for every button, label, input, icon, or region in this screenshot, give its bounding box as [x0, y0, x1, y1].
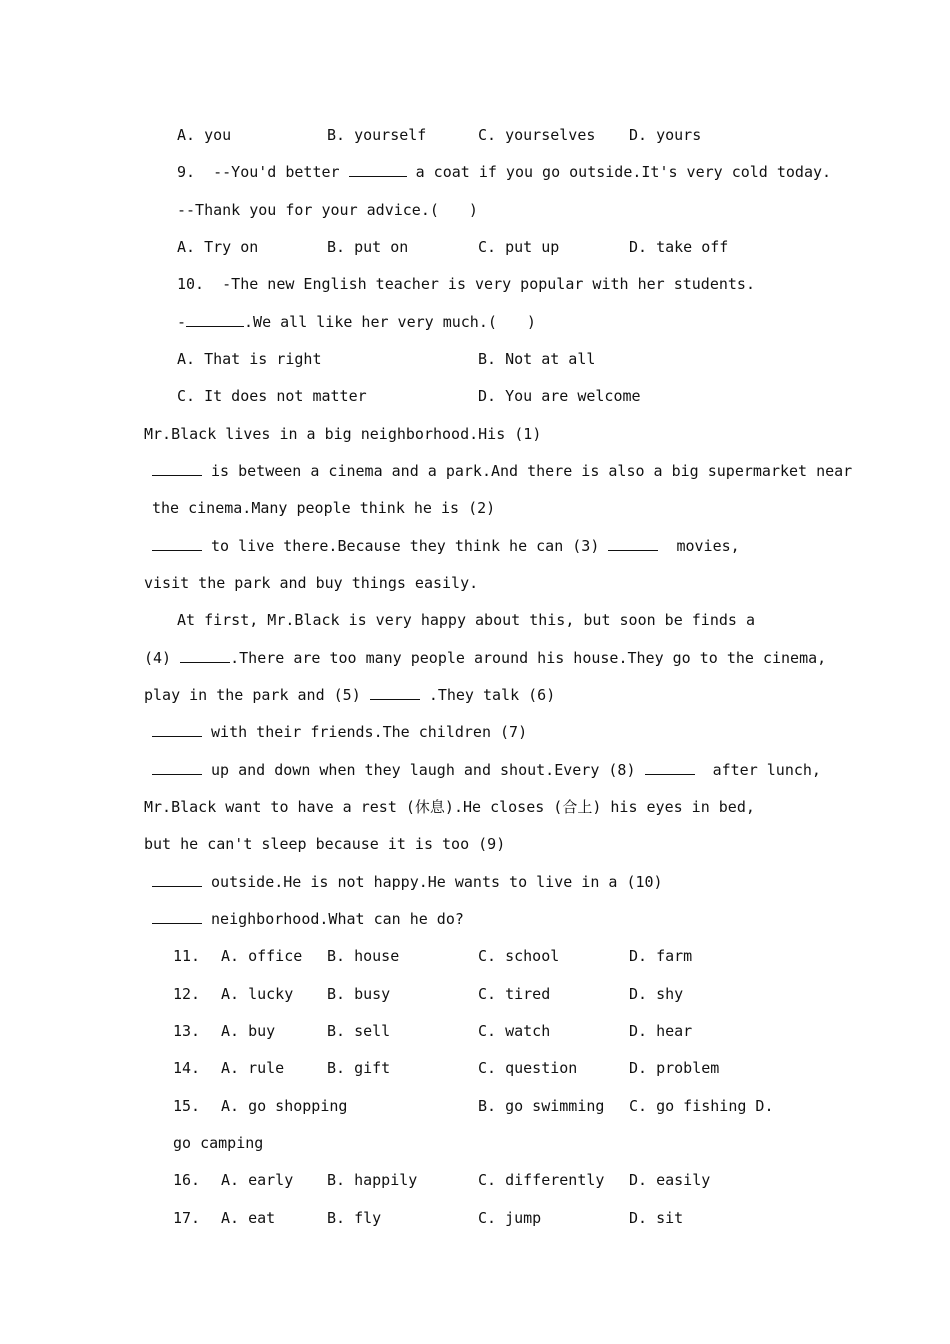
q9-option-c: C. put up [478, 238, 560, 256]
choice-16-b: B. happily [327, 1171, 418, 1189]
q10-option-d: D. You are welcome [478, 387, 641, 405]
choice-13-c: C. watch [478, 1022, 551, 1040]
q9-text-pre: --You'd better [213, 163, 340, 181]
choice-14-c: C. question [478, 1059, 578, 1077]
passage-line-9 [152, 722, 527, 742]
choice-12-c: C. tired [478, 985, 551, 1003]
choice-15-number: 15. [173, 1097, 201, 1115]
q10-option-a: A. That is right [177, 350, 322, 368]
choice-16-d: D. easily [629, 1171, 711, 1189]
blank-1 [152, 461, 202, 476]
q10-blank [186, 312, 244, 327]
choice-14-a: A. rule [221, 1059, 285, 1077]
q9-reply: --Thank you for your advice.( ) [177, 201, 478, 219]
q8-option-c: C. yourselves [478, 126, 596, 144]
q10-option-b: B. Not at all [478, 350, 596, 368]
passage-line-10-text-b: after lunch, [712, 761, 821, 779]
choice-11-b: B. house [327, 947, 400, 965]
choice-17-d: D. sit [629, 1209, 684, 1227]
q8-option-b: B. yourself [327, 126, 427, 144]
q9-blank [349, 162, 407, 177]
q9-number: 9. [177, 163, 196, 181]
q10-question [177, 274, 755, 294]
choice-16-number: 16. [173, 1171, 201, 1189]
blank-10 [152, 909, 202, 924]
blank-2 [152, 536, 202, 551]
q9-option-d: D. take off [629, 238, 729, 256]
q9-option-b: B. put on [327, 238, 409, 256]
q10-text: -The new English teacher is very popular with her students. [222, 275, 755, 293]
choice-14-b: B. gift [327, 1059, 391, 1077]
passage-line-6: At first, Mr.Black is very happy about this, but soon be finds a [177, 611, 755, 629]
passage-line-4-text-a: to live there.Because they think he can (3) [211, 537, 600, 555]
passage-line-13-text: outside.He is not happy.He wants to live in a (10) [211, 873, 663, 891]
choice-13-b: B. sell [327, 1022, 391, 1040]
passage-line-7-text: .There are too many people around his house.They go to the cinema, [230, 649, 827, 667]
passage-line-1: Mr.Black lives in a big neighborhood.His (1) [144, 425, 542, 443]
passage-line-8 [144, 685, 555, 705]
blank-3 [608, 536, 658, 551]
q9-question [177, 162, 831, 182]
passage-line-2-text: is between a cinema and a park.And there is also a big supermarket near [211, 462, 853, 480]
passage-line-14-text: neighborhood.What can he do? [211, 910, 464, 928]
choice-14-number: 14. [173, 1059, 201, 1077]
choice-13-a: A. buy [221, 1022, 276, 1040]
choice-11-number: 11. [173, 947, 201, 965]
passage-line-8-text-b: .They talk (6) [428, 686, 556, 704]
choice-17-a: A. eat [221, 1209, 276, 1227]
passage-line-4 [152, 536, 740, 556]
choice-11-a: A. office [221, 947, 303, 965]
passage-line-11: Mr.Black want to have a rest (休息).He closes (合上) his eyes in bed, [144, 798, 755, 816]
passage-line-7 [144, 648, 826, 668]
choice-12-number: 12. [173, 985, 201, 1003]
passage-line-5: visit the park and buy things easily. [144, 574, 479, 592]
blank-6 [152, 722, 202, 737]
q10-reply-pre: - [177, 313, 187, 331]
passage-line-12: but he can't sleep because it is too (9) [144, 835, 506, 853]
passage-line-3: the cinema.Many people think he is (2) [152, 499, 496, 517]
choice-11-d: D. farm [629, 947, 693, 965]
choice-15-d: go camping [173, 1134, 264, 1152]
blank-7 [152, 760, 202, 775]
q8-option-a: A. you [177, 126, 232, 144]
blank-9 [152, 872, 202, 887]
blank-5 [370, 685, 420, 700]
q10-reply-post: .We all like her very much.( ) [244, 313, 536, 331]
choice-16-a: A. early [221, 1171, 294, 1189]
choice-12-d: D. shy [629, 985, 684, 1003]
passage-line-9-text: with their friends.The children (7) [211, 723, 528, 741]
passage-line-2 [152, 461, 852, 481]
choice-11-c: C. school [478, 947, 560, 965]
choice-13-number: 13. [173, 1022, 201, 1040]
passage-line-10 [152, 760, 821, 780]
passage-line-14 [152, 909, 464, 929]
q10-number: 10. [177, 275, 205, 293]
choice-14-d: D. problem [629, 1059, 720, 1077]
passage-line-10-text-a: up and down when they laugh and shout.Every (8) [211, 761, 636, 779]
q9-option-a: A. Try on [177, 238, 259, 256]
choice-12-a: A. lucky [221, 985, 294, 1003]
choice-12-b: B. busy [327, 985, 391, 1003]
q9-text-post: a coat if you go outside.It's very cold today. [415, 163, 832, 181]
choice-16-c: C. differently [478, 1171, 605, 1189]
choice-13-d: D. hear [629, 1022, 693, 1040]
passage-line-4-text-b: movies, [676, 537, 740, 555]
q10-option-c: C. It does not matter [177, 387, 367, 405]
choice-17-c: C. jump [478, 1209, 542, 1227]
blank-8 [645, 760, 695, 775]
passage-line-13 [152, 872, 663, 892]
choice-15-c: C. go fishing D. [629, 1097, 774, 1115]
passage-line-7-num: (4) [144, 649, 172, 667]
blank-4 [180, 648, 230, 663]
choice-15-a: A. go shopping [221, 1097, 348, 1115]
q8-option-d: D. yours [629, 126, 702, 144]
passage-line-8-text-a: play in the park and (5) [144, 686, 361, 704]
choice-15-b: B. go swimming [478, 1097, 605, 1115]
choice-17-b: B. fly [327, 1209, 382, 1227]
choice-17-number: 17. [173, 1209, 201, 1227]
q10-reply [177, 312, 536, 332]
